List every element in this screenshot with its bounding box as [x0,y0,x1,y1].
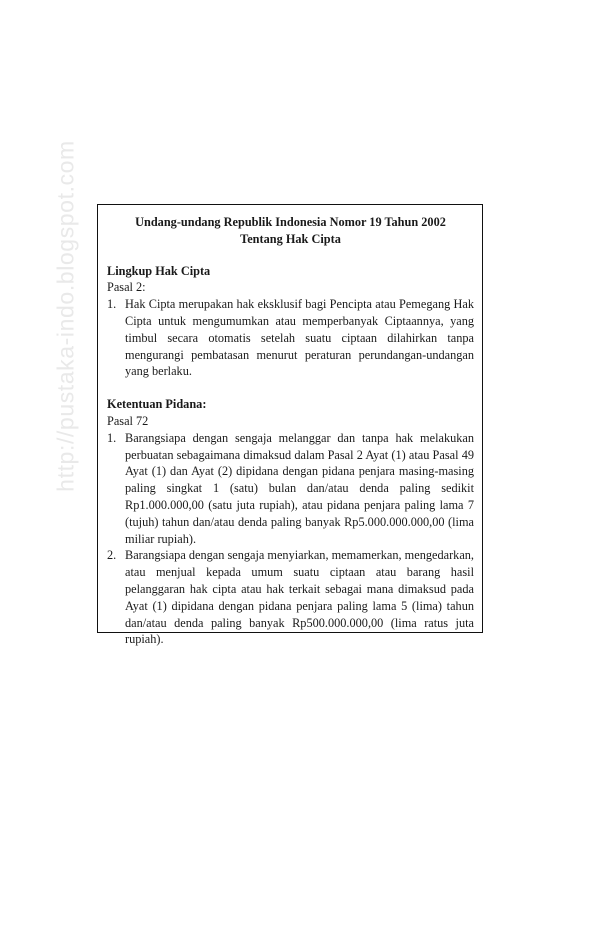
watermark-url: http://pustaka-indo.blogspot.com [52,140,79,492]
section-heading-scope: Lingkup Hak Cipta [107,263,211,278]
list-item-number: 1. [107,430,117,445]
list-item [107,430,474,548]
list-item-number: 2. [107,548,117,563]
notice-title-line-1: Undang-undang Republik Indonesia Nomor 19 Tahun 2002 [135,215,446,229]
penalty-list [107,430,474,648]
pasal-label-2: Pasal 2: [107,280,146,295]
pasal-label-72: Pasal 72 [107,413,149,428]
list-item [107,296,474,380]
list-item-text: Hak Cipta merupakan hak eksklusif bagi Pencipta atau Pemegang Hak Cipta untuk mengumumkan atau memperbanyak Ciptaannya, yang timbul secara otomatis setelah suatu ciptaan dilahirkan tanpa mengurangi pembatasan menurut peraturan perundangan-undangan yang berlaku. [125,297,474,379]
scope-list [107,296,474,380]
section-heading-penalties: Ketentuan Pidana: [107,397,207,412]
notice-title-line-2: Tentang Hak Cipta [240,231,341,246]
list-item-text: Barangsiapa dengan sengaja menyiarkan, memamerkan, mengedarkan, atau menjual kepada umum suatu ciptaan atau barang hasil pelanggaran hak cipta atau hak terkait sebagai mana dimaksud pada Ayat (1) dipidana dengan pidana penjara paling lama 5 (lima) tahun dan/atau denda paling banyak Rp500.000.000,00 (lima ratus juta rupiah). [125,548,474,647]
list-item [107,547,474,648]
copyright-notice-box [97,204,483,647]
list-item-text: Barangsiapa dengan sengaja melanggar dan tanpa hak melakukan perbuatan sebagaimana dimaksud dalam Pasal 2 Ayat (1) atau Pasal 49 Ayat (1) dan Ayat (2) dipidana dengan pidana penjara masing-masing paling singkat 1 (satu) bulan dan/atau denda paling sedikit Rp1.000.000,00 (satu juta rupiah), atau pidana penjara paling lama 7 (tujuh) tahun dan/atau denda paling banyak Rp5.000.000.000,00 (lima miliar rupiah). [125,430,474,546]
list-item-number: 1. [107,297,117,312]
